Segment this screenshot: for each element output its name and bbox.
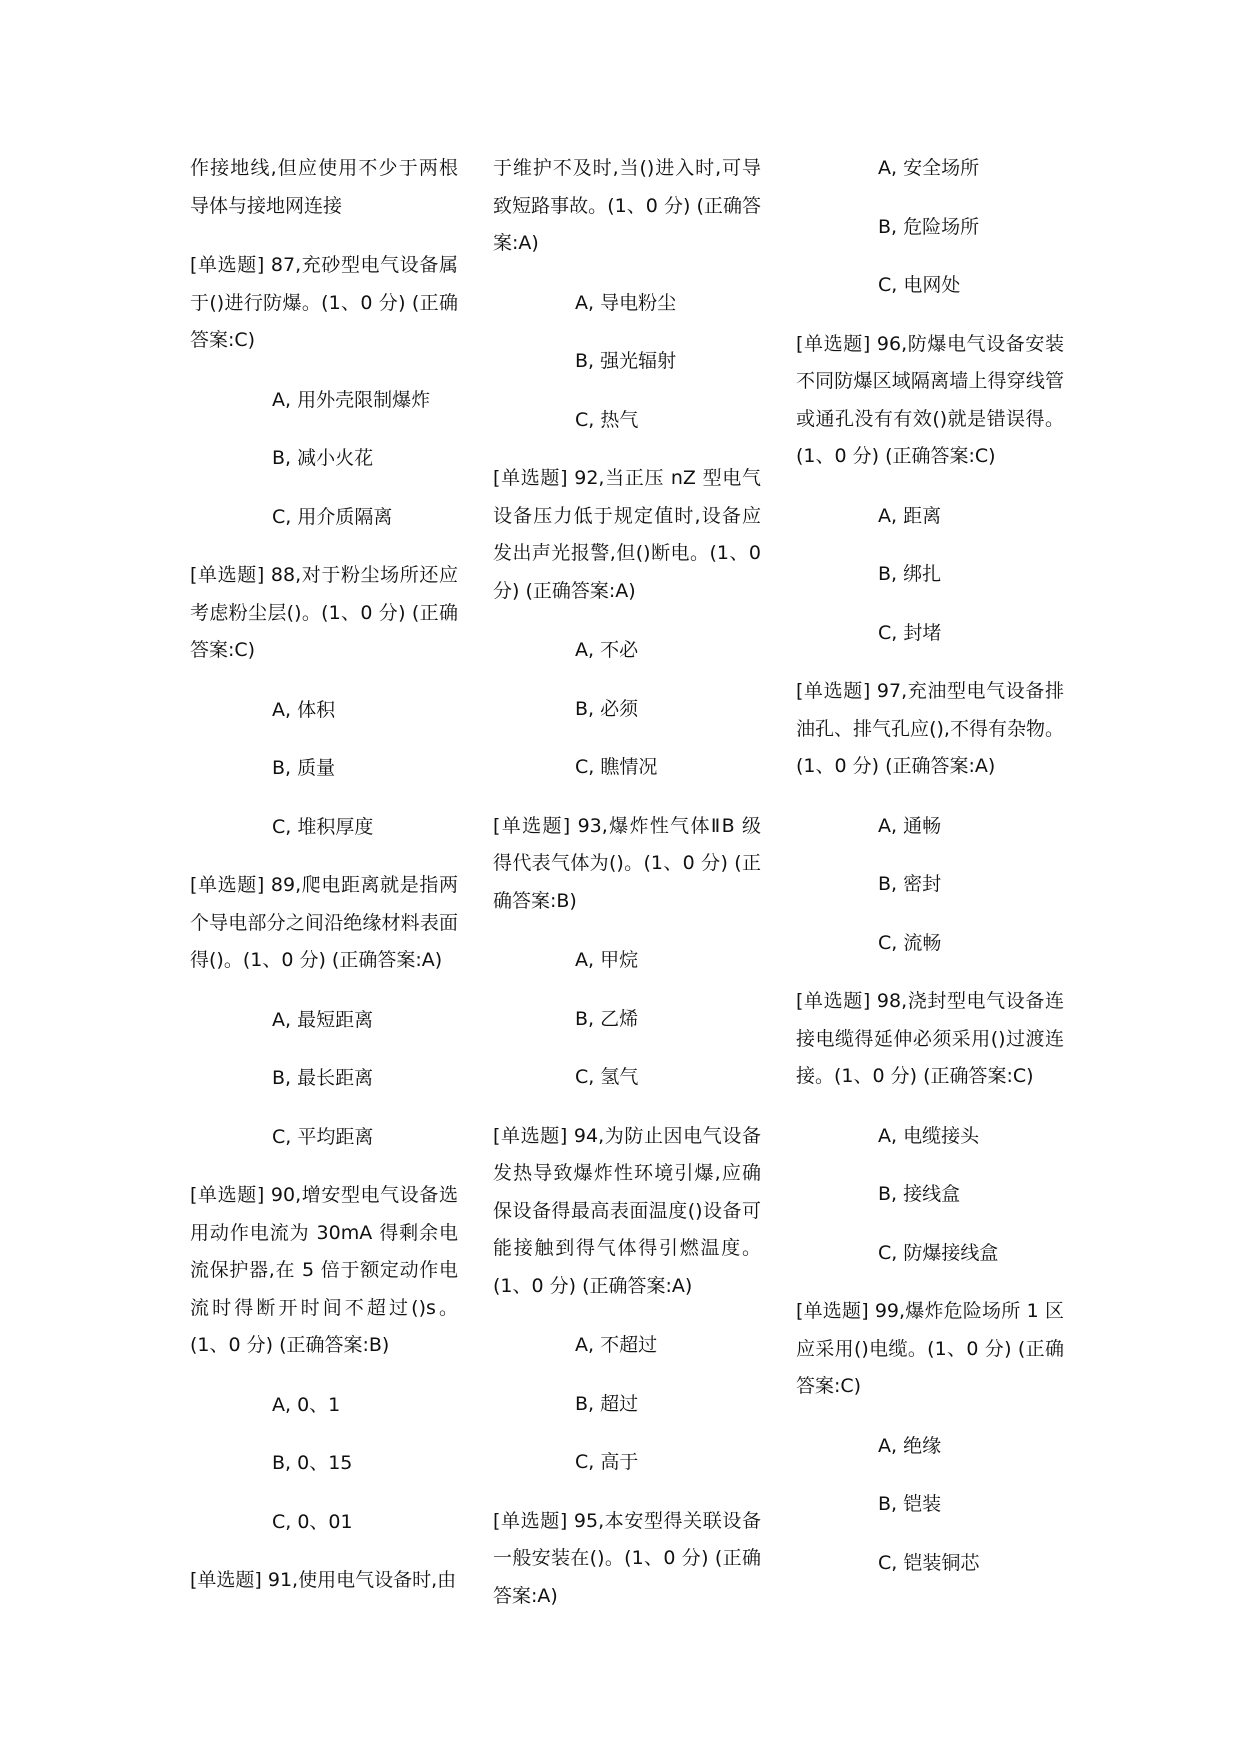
question-97-option-b: B, 密封 (878, 873, 942, 895)
question-92-option-b: B, 必须 (575, 697, 639, 720)
question-96: [单选题] 96,防爆电气设备安装不同防爆区域隔离墙上得穿线管或通孔没有有效()就是错误得。(1、0 分) (正确答案:C) (796, 332, 1064, 467)
question-90: [单选题] 90,增安型电气设备选用动作电流为 30mA 得剩余电流保护器,在 5 倍于额定动作电流时得断开时间不超过()s。(1、0 分) (正确答案:B) (190, 1184, 458, 1356)
question-95-option-b: B, 危险场所 (878, 215, 980, 238)
question-86-tail: 作接地线,但应使用不少于两根导体与接地网连接 (190, 157, 458, 217)
question-98-option-a: A, 电缆接头 (878, 1124, 980, 1147)
question-95-option-c: C, 电网处 (878, 274, 961, 296)
question-96-option-a: A, 距离 (878, 504, 942, 527)
question-97-option-a: A, 通畅 (878, 814, 942, 837)
question-99: [单选题] 99,爆炸危险场所 1 区应采用()电缆。(1、0 分) (正确答案:C) (796, 1300, 1064, 1397)
question-87-option-b: B, 减小火花 (272, 447, 374, 469)
question-96-option-c: C, 封堵 (878, 621, 942, 644)
question-97-option-c: C, 流畅 (878, 931, 942, 954)
question-91-option-b: B, 强光辐射 (575, 350, 677, 372)
question-88: [单选题] 88,对于粉尘场所还应考虑粉尘层()。(1、0 分) (正确答案:C) (190, 564, 458, 661)
question-99-option-b: B, 铠装 (878, 1493, 942, 1515)
column-3 (796, 150, 1064, 1603)
question-95: [单选题] 95,本安型得关联设备一般安装在()。(1、0 分) (正确答案:A) (493, 1509, 761, 1607)
question-91-tail: 于维护不及时,当()进入时,可导致短路事故。(1、0 分) (正确答案:A) (493, 157, 761, 254)
question-92-option-c: C, 瞧情况 (575, 756, 658, 778)
question-95-option-a: A, 安全场所 (878, 157, 980, 179)
question-87-option-c: C, 用介质隔离 (272, 505, 393, 528)
question-94-option-c: C, 高于 (575, 1451, 639, 1473)
question-91-option-c: C, 热气 (575, 408, 639, 431)
column-1 (190, 150, 458, 1622)
question-96-option-b: B, 绑扎 (878, 563, 942, 585)
question-90-option-b: B, 0、15 (272, 1452, 353, 1474)
question-97: [单选题] 97,充油型电气设备排油孔、排气孔应(),不得有杂物。(1、0 分) (正确答案:A) (796, 680, 1064, 777)
question-99-option-c: C, 铠装铜芯 (878, 1551, 980, 1574)
question-98: [单选题] 98,浇封型电气设备连接电缆得延伸必须采用()过渡连接。(1、0 分) (正确答案:C) (796, 990, 1064, 1087)
question-98-option-c: C, 防爆接线盒 (878, 1241, 999, 1264)
question-98-option-b: B, 接线盒 (878, 1183, 961, 1205)
question-88-option-a: A, 体积 (272, 698, 336, 721)
question-93-option-c: C, 氢气 (575, 1066, 639, 1088)
question-99-option-a: A, 绝缘 (878, 1434, 942, 1457)
question-94: [单选题] 94,为防止因电气设备发热导致爆炸性环境引爆,应确保设备得最高表面温度()设备可能接触到得气体得引燃温度。(1、0 分) (正确答案:A) (493, 1124, 761, 1297)
question-92: [单选题] 92,当正压 nZ 型电气设备压力低于规定值时,设备应发出声光报警,但()断电。(1、0 分) (正确答案:A) (493, 467, 761, 602)
question-94-option-a: A, 不超过 (575, 1334, 658, 1356)
question-89-option-a: A, 最短距离 (272, 1008, 374, 1031)
question-93: [单选题] 93,爆炸性气体ⅡB 级得代表气体为()。(1、0 分) (正确答案:B) (493, 814, 761, 912)
question-87: [单选题] 87,充砂型电气设备属于()进行防爆。(1、0 分) (正确答案:C) (190, 254, 458, 351)
question-91-head: [单选题] 91,使用电气设备时,由 (190, 1569, 457, 1591)
question-91-option-a: A, 导电粉尘 (575, 291, 677, 314)
question-88-option-c: C, 堆积厚度 (272, 815, 374, 838)
column-2 (493, 150, 761, 1637)
question-89: [单选题] 89,爬电距离就是指两个导电部分之间沿绝缘材料表面得()。(1、0 分) (正确答案:A) (190, 874, 458, 971)
question-93-option-a: A, 甲烷 (575, 949, 639, 971)
question-89-option-b: B, 最长距离 (272, 1067, 374, 1089)
question-94-option-b: B, 超过 (575, 1392, 639, 1415)
question-90-option-c: C, 0、01 (272, 1510, 353, 1533)
question-88-option-b: B, 质量 (272, 757, 336, 779)
question-87-option-a: A, 用外壳限制爆炸 (272, 388, 431, 411)
question-92-option-a: A, 不必 (575, 639, 639, 661)
question-89-option-c: C, 平均距离 (272, 1125, 374, 1148)
question-90-option-a: A, 0、1 (272, 1393, 341, 1416)
question-93-option-b: B, 乙烯 (575, 1007, 639, 1030)
